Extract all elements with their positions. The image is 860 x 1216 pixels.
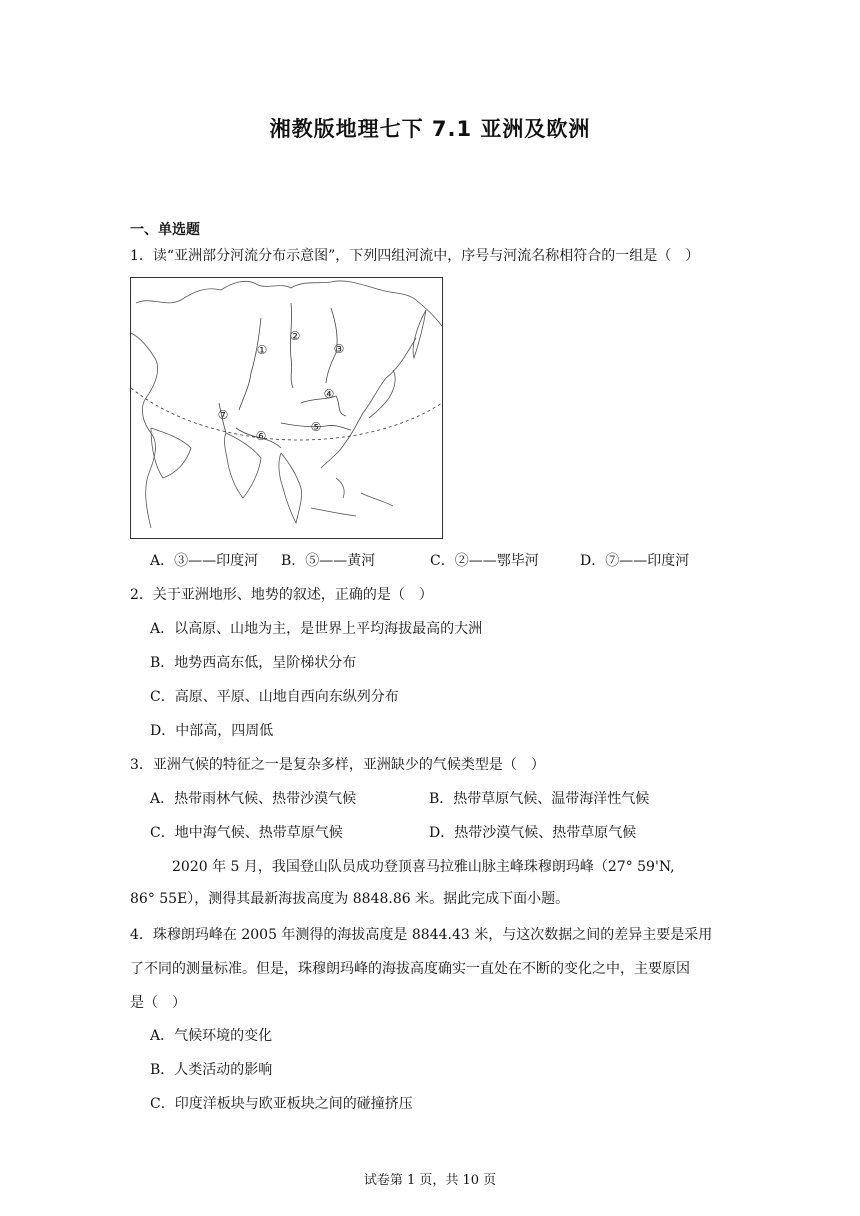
river-ob xyxy=(239,318,261,410)
q1-option-b: B．⑤——黄河 xyxy=(281,553,376,569)
map-label-3: ③ xyxy=(333,342,345,356)
north-coastline xyxy=(136,281,442,326)
indonesia-islands xyxy=(311,478,393,516)
map-label-2: ② xyxy=(289,329,301,343)
river-yenisei xyxy=(290,303,293,388)
passage-line-1: 2020 年 5 月，我国登山队员成功登顶喜马拉雅山脉主峰珠穆朗玛峰（27° 59'N, xyxy=(172,859,675,875)
q3-option-a: A．热带雨林气候、热带沙漠气候 xyxy=(150,791,357,807)
east-coastline xyxy=(321,338,416,468)
q2-option-a: A．以高原、山地为主，是世界上平均海拔最高的大洲 xyxy=(150,621,483,637)
question-3-stem: 3．亚洲气候的特征之一是复杂多样，亚洲缺少的气候类型是（ ） xyxy=(130,757,545,773)
map-label-5: ⑤ xyxy=(310,420,322,434)
map-label-6: ⑥ xyxy=(255,429,267,443)
question-1-stem: 1．读“亚洲部分河流分布示意图”，下列四组河流中，序号与河流名称相符合的一组是（ ） xyxy=(130,248,700,264)
q2-option-d: D．中部高，四周低 xyxy=(150,723,274,739)
passage-line-2: 86° 55E），测得其最新海拔高度为 8848.86 米。据此完成下面小题。 xyxy=(130,891,570,907)
southeast-asia xyxy=(279,453,302,523)
question-4-stem-line-2: 了不同的测量标准。但是，珠穆朗玛峰的海拔高度确实一直处在不断的变化之中，主要原因 xyxy=(130,961,690,977)
q2-option-b: B．地势西高东低，呈阶梯状分布 xyxy=(150,655,357,671)
q3-option-c: C．地中海气候、热带草原气候 xyxy=(150,825,343,841)
page-footer: 试卷第 1 页，共 10 页 xyxy=(363,1173,497,1188)
q4-option-c: C．印度洋板块与欧亚板块之间的碰撞挤压 xyxy=(150,1096,413,1112)
q1-option-d: D．⑦——印度河 xyxy=(580,553,690,569)
q4-option-b: B．人类活动的影响 xyxy=(150,1062,273,1078)
asia-river-map xyxy=(130,277,443,539)
question-4-stem-line-1: 4．珠穆朗玛峰在 2005 年测得的海拔高度是 8844.43 米，与这次数据之间的差异主要是采用 xyxy=(130,927,713,943)
q4-option-a: A．气候环境的变化 xyxy=(150,1028,273,1044)
q1-option-c: C．②——鄂毕河 xyxy=(430,553,539,569)
question-2-stem: 2．关于亚洲地形、地势的叙述，正确的是（ ） xyxy=(130,587,433,603)
japan-islands xyxy=(369,370,395,418)
q3-option-b: B．热带草原气候、温带海洋性气候 xyxy=(429,791,650,807)
q1-option-a: A．③——印度河 xyxy=(150,553,259,569)
kamchatka xyxy=(413,310,426,358)
west-coastline xyxy=(131,333,158,528)
arabian-peninsula xyxy=(151,428,191,478)
question-4-stem-line-3: 是（ ） xyxy=(130,995,186,1011)
section-heading: 一、单选题 xyxy=(130,222,200,238)
q2-option-c: C．高原、平原、山地自西向东纵列分布 xyxy=(150,689,399,705)
asia-map-figure xyxy=(131,278,442,538)
page-title: 湘教版地理七下 7.1 亚洲及欧洲 xyxy=(269,117,591,141)
map-label-4: ④ xyxy=(323,387,335,401)
tropic-line xyxy=(131,388,442,440)
q3-option-d: D．热带沙漠气候、热带草原气候 xyxy=(429,825,637,841)
map-label-1: ① xyxy=(256,343,268,357)
map-label-7: ⑦ xyxy=(217,408,229,422)
